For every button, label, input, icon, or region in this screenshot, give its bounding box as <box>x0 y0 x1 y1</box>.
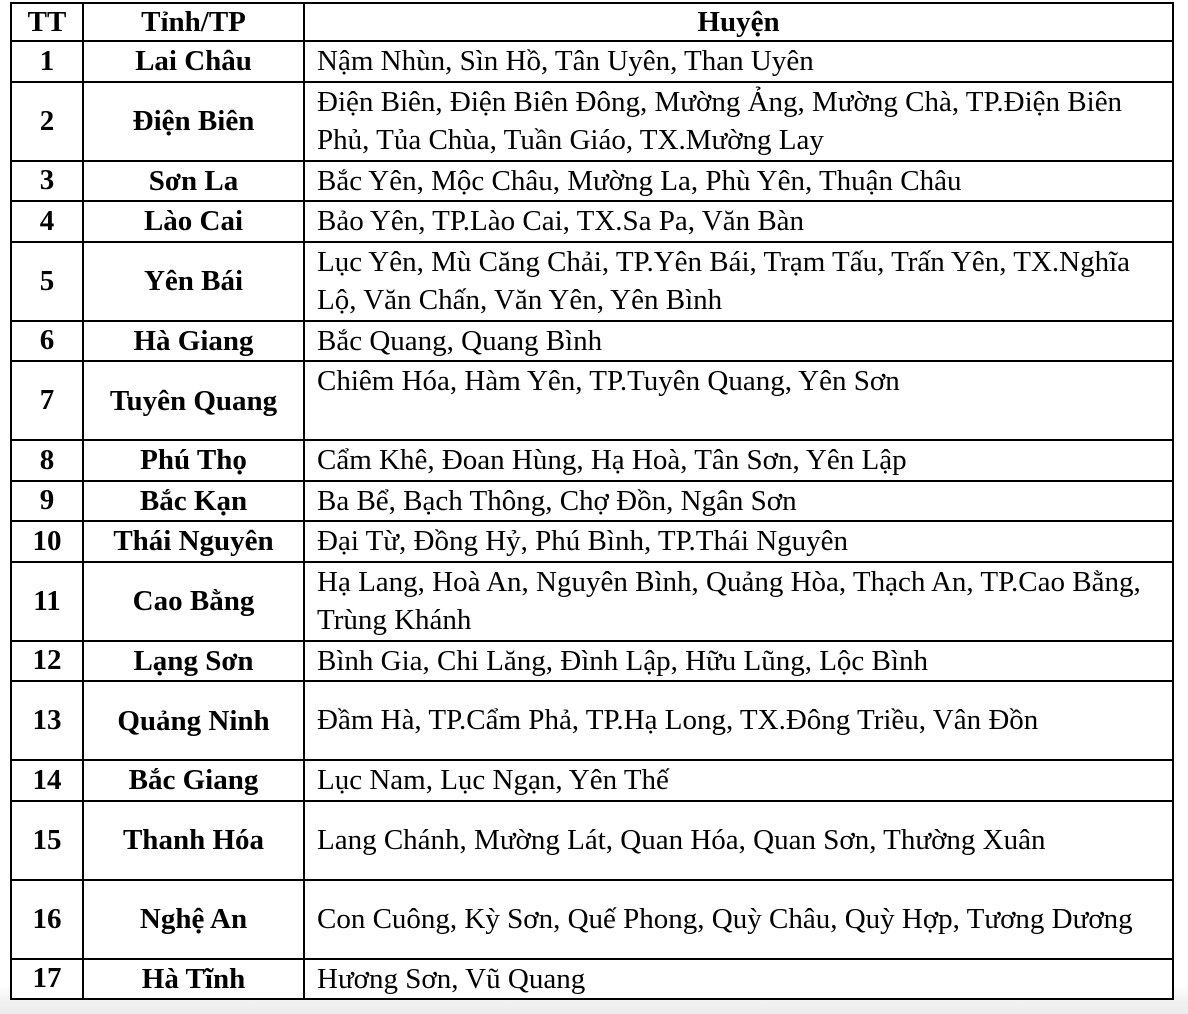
district-list: Hạ Lang, Hoà An, Nguyên Bình, Quảng Hòa, Thạch An, TP.Cao Bằng, Trùng Khánh <box>304 562 1173 641</box>
province-name: Điện Biên <box>83 82 304 161</box>
row-number: 12 <box>11 641 83 682</box>
row-number: 7 <box>11 361 83 440</box>
row-number: 17 <box>11 959 83 1000</box>
table-row <box>11 242 1173 321</box>
district-list: Lục Nam, Lục Ngạn, Yên Thế <box>304 760 1173 801</box>
province-name: Thái Nguyên <box>83 521 304 562</box>
district-list: Bắc Quang, Quang Bình <box>304 321 1173 362</box>
province-name: Tuyên Quang <box>83 361 304 440</box>
row-number: 9 <box>11 481 83 522</box>
row-number: 6 <box>11 321 83 362</box>
table-row <box>11 481 1173 522</box>
province-name: Lào Cai <box>83 201 304 242</box>
row-number: 15 <box>11 801 83 880</box>
district-list: Bình Gia, Chi Lăng, Đình Lập, Hữu Lũng, Lộc Bình <box>304 641 1173 682</box>
province-name: Quảng Ninh <box>83 681 304 760</box>
row-number: 16 <box>11 880 83 959</box>
district-list: Nậm Nhùn, Sìn Hồ, Tân Uyên, Than Uyên <box>304 41 1173 82</box>
table-row <box>11 361 1173 440</box>
province-name: Hà Giang <box>83 321 304 362</box>
row-number: 3 <box>11 161 83 202</box>
province-name: Lai Châu <box>83 41 304 82</box>
table-row <box>11 959 1173 1000</box>
district-list: Hương Sơn, Vũ Quang <box>304 959 1173 1000</box>
table-row <box>11 161 1173 202</box>
district-list: Chiêm Hóa, Hàm Yên, TP.Tuyên Quang, Yên Sơn <box>304 361 1173 440</box>
table-row <box>11 880 1173 959</box>
district-list: Cẩm Khê, Đoan Hùng, Hạ Hoà, Tân Sơn, Yên Lập <box>304 440 1173 481</box>
province-name: Sơn La <box>83 161 304 202</box>
province-name: Bắc Giang <box>83 760 304 801</box>
province-name: Phú Thọ <box>83 440 304 481</box>
header-tt: TT <box>11 3 83 41</box>
province-name: Yên Bái <box>83 242 304 321</box>
table-row <box>11 41 1173 82</box>
district-list: Lục Yên, Mù Căng Chải, TP.Yên Bái, Trạm Tấu, Trấn Yên, TX.Nghĩa Lộ, Văn Chấn, Văn Yên, Yên Bình <box>304 242 1173 321</box>
province-name: Bắc Kạn <box>83 481 304 522</box>
table-row <box>11 681 1173 760</box>
table-header-row <box>11 3 1173 41</box>
table-row <box>11 562 1173 641</box>
province-name: Hà Tĩnh <box>83 959 304 1000</box>
table-row <box>11 321 1173 362</box>
province-name: Cao Bằng <box>83 562 304 641</box>
row-number: 10 <box>11 521 83 562</box>
district-list: Bảo Yên, TP.Lào Cai, TX.Sa Pa, Văn Bàn <box>304 201 1173 242</box>
table-row <box>11 801 1173 880</box>
district-list: Đại Từ, Đồng Hỷ, Phú Bình, TP.Thái Nguyên <box>304 521 1173 562</box>
province-name: Nghệ An <box>83 880 304 959</box>
table-row <box>11 440 1173 481</box>
header-province: Tỉnh/TP <box>83 3 304 41</box>
table-row <box>11 201 1173 242</box>
district-list: Đầm Hà, TP.Cẩm Phả, TP.Hạ Long, TX.Đông Triều, Vân Đồn <box>304 681 1173 760</box>
table-row <box>11 641 1173 682</box>
row-number: 1 <box>11 41 83 82</box>
table-row <box>11 521 1173 562</box>
district-list: Ba Bể, Bạch Thông, Chợ Đồn, Ngân Sơn <box>304 481 1173 522</box>
province-name: Thanh Hóa <box>83 801 304 880</box>
province-district-table-container <box>10 2 1172 1000</box>
row-number: 4 <box>11 201 83 242</box>
row-number: 5 <box>11 242 83 321</box>
table-row <box>11 760 1173 801</box>
district-list: Điện Biên, Điện Biên Đông, Mường Ảng, Mường Chà, TP.Điện Biên Phủ, Tủa Chùa, Tuần Giáo, TX.Mường Lay <box>304 82 1173 161</box>
province-name: Lạng Sơn <box>83 641 304 682</box>
header-district: Huyện <box>304 3 1173 41</box>
district-list: Con Cuông, Kỳ Sơn, Quế Phong, Quỳ Châu, Quỳ Hợp, Tương Dương <box>304 880 1173 959</box>
row-number: 11 <box>11 562 83 641</box>
row-number: 13 <box>11 681 83 760</box>
province-district-table <box>10 2 1174 1000</box>
district-list: Lang Chánh, Mường Lát, Quan Hóa, Quan Sơn, Thường Xuân <box>304 801 1173 880</box>
row-number: 8 <box>11 440 83 481</box>
district-list: Bắc Yên, Mộc Châu, Mường La, Phù Yên, Thuận Châu <box>304 161 1173 202</box>
row-number: 2 <box>11 82 83 161</box>
table-row <box>11 82 1173 161</box>
row-number: 14 <box>11 760 83 801</box>
